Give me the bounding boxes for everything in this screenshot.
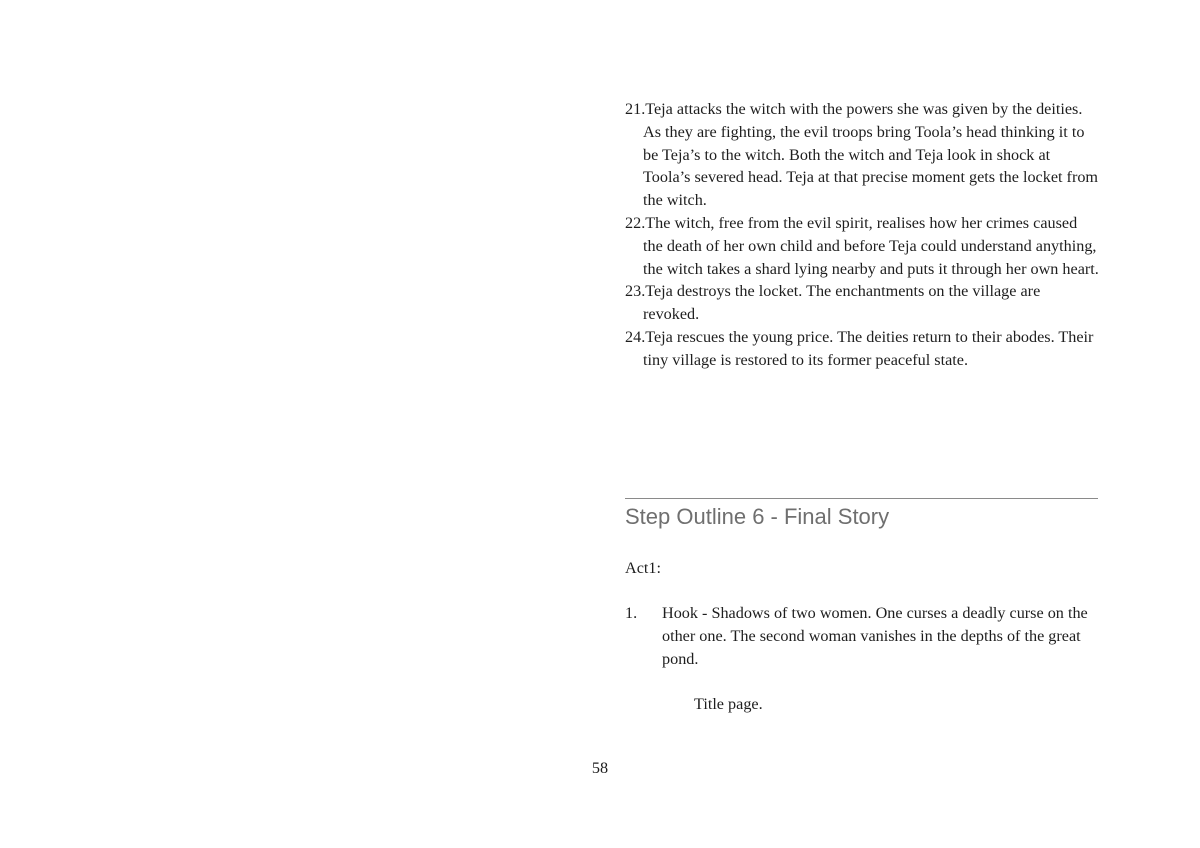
plot-point-24: [625, 326, 1100, 372]
plot-point-text: The witch, free from the evil spirit, realises how her crimes caused the death of her own child and before Teja could understand anything, the witch takes a shard lying nearby and puts it through her own heart.: [643, 213, 1099, 278]
step-number: 1.: [625, 604, 638, 622]
page-number: 58: [591, 759, 609, 777]
plot-point-number: 24.: [625, 327, 646, 346]
plot-point-21: [625, 98, 1100, 212]
section-heading: Step Outline 6 - Final Story: [625, 504, 890, 529]
plot-point-text: Teja destroys the locket. The enchantments on the village are revoked.: [643, 282, 1041, 324]
plot-point-text: Teja rescues the young price. The deities return to their abodes. Their tiny village is restored to its former peaceful state.: [643, 327, 1094, 369]
plot-point-number: 22.: [625, 213, 646, 232]
plot-point-number: 23.: [625, 282, 646, 301]
plot-point-text: Teja attacks the witch with the powers she was given by the deities. As they are fighting, the evil troops bring Toola’s head thinking it to be Teja’s to the witch. Both the witch and Teja look in shock at Toola’s severed head. Teja at that precise moment gets the locket from the witch.: [643, 100, 1099, 210]
title-page-note: Title page.: [694, 695, 763, 713]
act-label: Act1:: [625, 559, 661, 577]
plot-points-list: [625, 98, 1100, 372]
plot-point-23: [625, 280, 1100, 326]
plot-point-22: [625, 212, 1100, 280]
section-divider: [625, 498, 1098, 499]
step-text: Hook - Shadows of two women. One curses a deadly curse on the other one. The second woman vanishes in the depths of the great pond.: [662, 604, 1088, 668]
plot-point-number: 21.: [625, 100, 646, 118]
